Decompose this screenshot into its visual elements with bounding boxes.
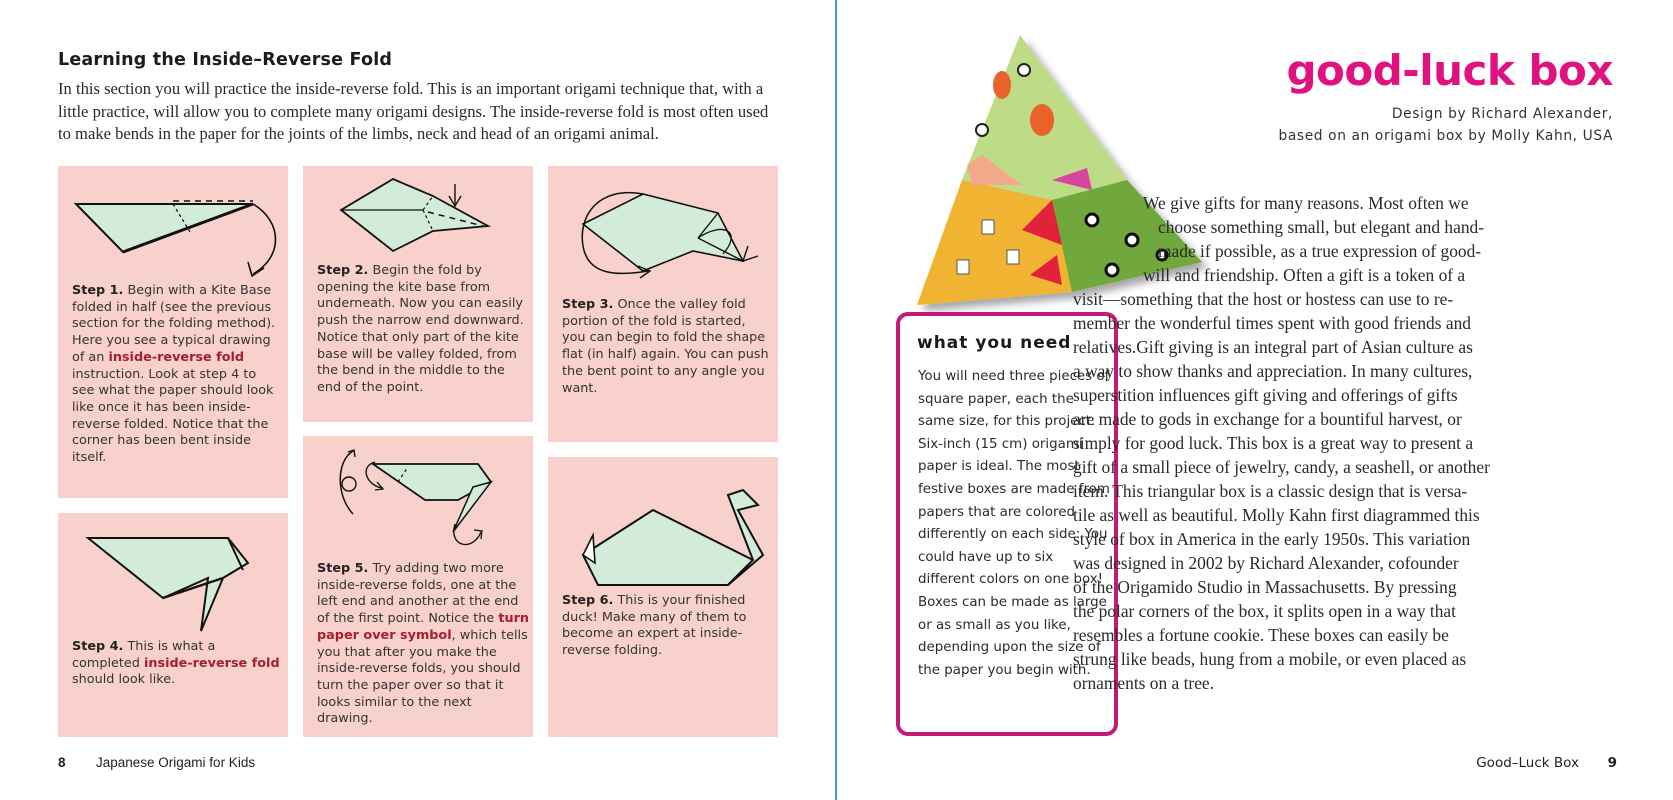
step-card-6 <box>548 457 778 737</box>
right-page <box>837 0 1673 800</box>
step-card-3 <box>548 166 778 442</box>
step-card-4 <box>58 513 288 737</box>
project-title: good-luck box <box>1286 46 1613 95</box>
fold-flat-diagram-icon <box>568 176 778 291</box>
step-card-1 <box>58 166 288 498</box>
right-page-footer <box>1476 755 1617 771</box>
two-more-folds-diagram-icon <box>363 452 523 562</box>
kite-base-folded-diagram-icon <box>68 182 278 282</box>
left-page-footer <box>58 755 255 770</box>
step-4-text: Step 4. This is what a completed inside-reverse fold should look like. <box>72 639 280 688</box>
step-card-5 <box>303 436 533 737</box>
finished-duck-diagram-icon <box>573 485 773 595</box>
kite-base-opened-diagram-icon <box>333 176 513 256</box>
body-paragraph: We give gifts for many reasons. Most often we choose something small, but elegant and hand- made if possible, as a true expression of good- will and friendship. Often a gift is a token of a visit—something that the host or hostess can use to re- member the wonderful times spent with good friends and relatives.Gift giving is an integral part of Asian culture as a way to show thanks and appreciation. In many cultures, superstition influences gift giving and offerings of gifts are made to gods in exchange for a bountiful harvest, or simply for good luck. This box is a great way to present a gift of a small piece of jewelry, candy, a seashell, or another item. This triangular box is a classic design that is versa- tile as well as beautiful. Molly Kahn first diagrammed this style of box in America in the early 1950s. This variation was designed in 2002 by Richard Alexander, cofounder of the Origamido Studio in Massachusetts. By pressing the polar corners of the box, it splits open in a way that resembles a fortune cookie. These boxes can easily be strung like beads, hung from a mobile, or even placed as ornaments on a tree. <box>1073 193 1490 693</box>
page-number-right: 9 <box>1607 755 1617 771</box>
section-title-footer: Good–Luck Box <box>1476 755 1579 771</box>
step-1-text: Step 1. Begin with a Kite Base folded in half (see the previous section for the folding method). Here you see a typical drawing of an inside-reverse fold instruction. Look at step 4 to see what the paper should look like once it has been inside-reverse folded. Notice that the corner has been bent inside itself. <box>72 283 276 466</box>
book-title: Japanese Origami for Kids <box>96 755 256 770</box>
completed-fold-diagram-icon <box>83 523 273 643</box>
intro-paragraph: In this section you will practice the inside-reverse fold. This is an important origami technique that, with a little practice, will allow you to complete many origami designs. The inside-reverse fold is most often used to make bends in the paper for the joints of the limbs, neck and head of an origami animal. <box>58 79 769 143</box>
design-credit: Design by Richard Alexander, based on an origami box by Molly Kahn, USA <box>1278 106 1613 144</box>
what-you-need-title: what you need <box>917 333 1072 353</box>
step-2-text: Step 2. Begin the fold by opening the kite base from underneath. Now you can easily push the narrow end downward. Notice that only part of the kite base will be valley folded, from the bend in the middle to the end of the point. <box>317 263 524 395</box>
left-page <box>0 0 836 800</box>
section-heading: Learning the Inside–Reverse Fold <box>58 50 393 70</box>
step-card-2 <box>303 166 533 422</box>
page-number-left: 8 <box>58 755 66 770</box>
step-5-text: Step 5. Try adding two more inside-reverse folds, one at the left end and another at the end of the first point. Notice the turn paper over symbol, which tells you that after you make the inside-reverse folds, you should turn the paper over so that it looks similar to the next drawing. <box>317 561 529 727</box>
what-you-need-text: You will need three pieces of square paper, each the same size, for this project. Six-inch (15 cm) origami paper is ideal. The most festive boxes are made from papers that are colored differently on each side: You could have up to six different colors on one box! Boxes can be made as large or as small as you like, depending upon the size of the paper you begin with. <box>918 369 1110 678</box>
step-6-text: Step 6. This is your finished duck! Make many of them to become an expert at inside-reverse folding. <box>562 593 747 659</box>
step-3-text: Step 3. Once the valley fold portion of the fold is started, you can begin to fold the shape flat (in half) again. You can push the bent point to any angle you want. <box>562 297 769 396</box>
